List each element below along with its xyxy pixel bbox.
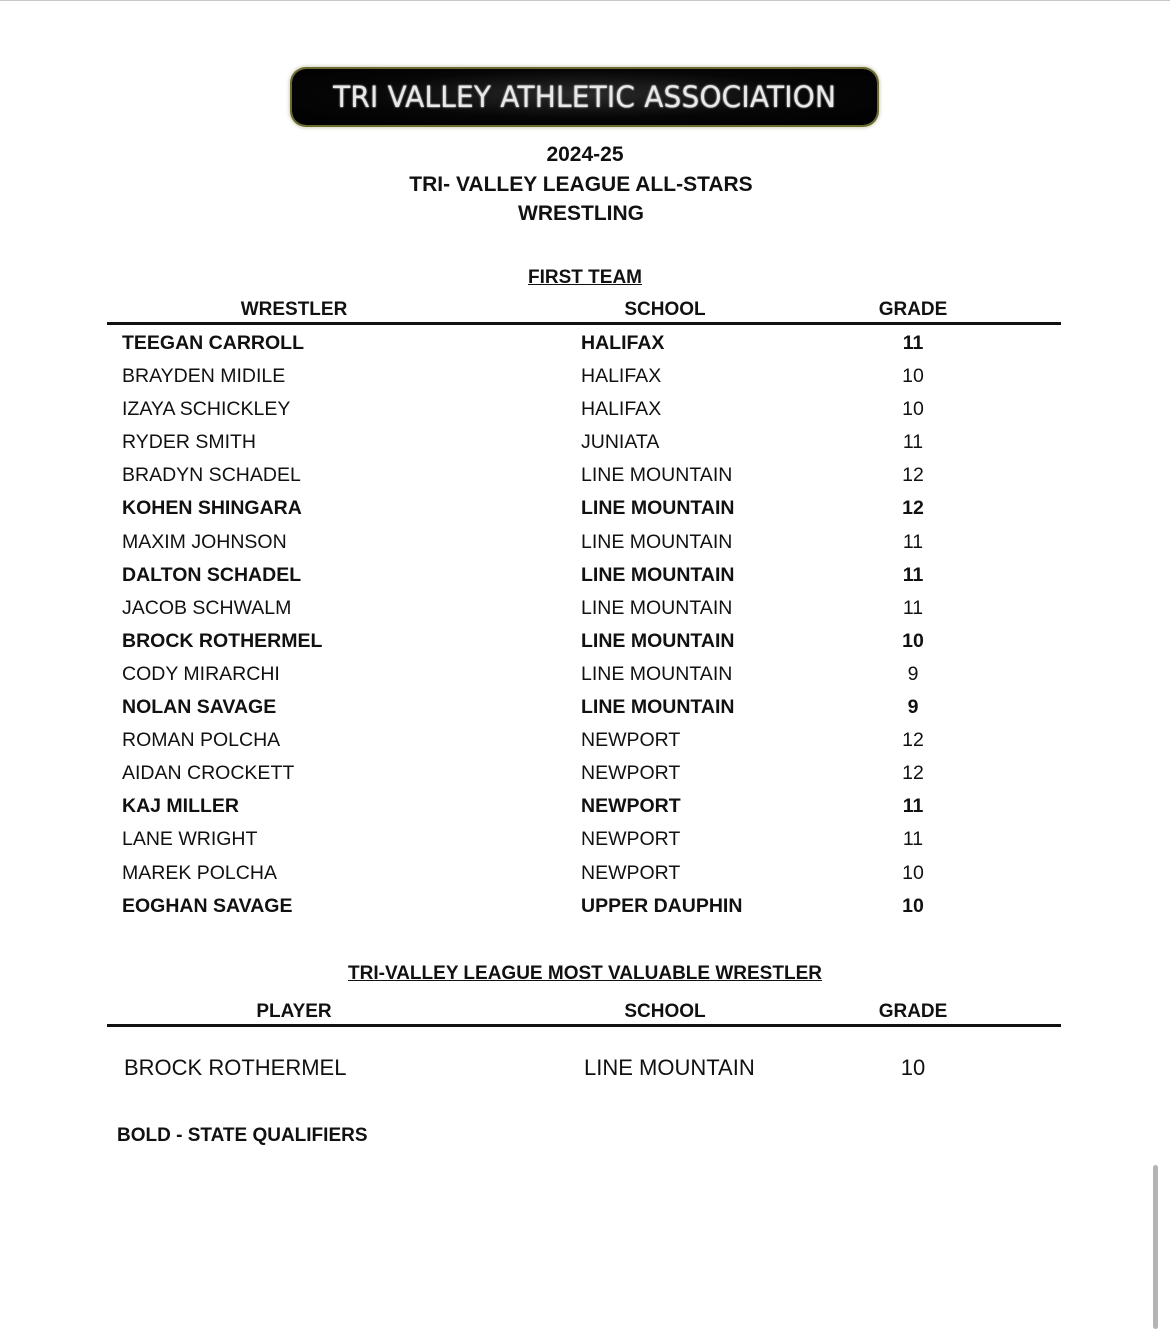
table-row: [0, 426, 1170, 459]
wrestler-school: HALIFAX: [581, 332, 665, 354]
mvp-title: TRI-VALLEY LEAGUE MOST VALUABLE WRESTLER: [348, 963, 822, 984]
wrestler-school: HALIFAX: [581, 398, 662, 421]
column-header-grade: GRADE: [878, 299, 948, 320]
table-row: [0, 724, 1170, 757]
wrestler-name: KAJ MILLER: [122, 795, 239, 818]
wrestler-grade: 11: [902, 828, 924, 851]
wrestler-name: ROMAN POLCHA: [122, 729, 281, 752]
table-row: [0, 691, 1170, 724]
wrestler-grade: 12: [902, 729, 924, 752]
wrestler-name: LANE WRIGHT: [122, 828, 258, 851]
top-divider: [0, 0, 1170, 1]
wrestler-name: NOLAN SAVAGE: [122, 696, 277, 719]
column-header-mvp-school: SCHOOL: [624, 1001, 706, 1022]
mvp-header-rule: [107, 1024, 1061, 1027]
wrestler-school: LINE MOUNTAIN: [581, 464, 733, 487]
mvp-player-grade: 10: [900, 1055, 926, 1080]
wrestler-name: JACOB SCHWALM: [122, 596, 292, 619]
wrestler-name: KOHEN SHINGARA: [122, 497, 302, 520]
table-row: [0, 459, 1170, 492]
wrestler-name: BRADYN SCHADEL: [122, 464, 301, 487]
wrestler-name: IZAYA SCHICKLEY: [122, 398, 291, 421]
wrestler-name: RYDER SMITH: [122, 431, 256, 454]
wrestler-grade: 12: [902, 762, 924, 785]
wrestler-school: NEWPORT: [581, 861, 681, 884]
wrestler-name: BRAYDEN MIDILE: [122, 365, 286, 388]
season-heading: 2024-25: [546, 143, 624, 166]
wrestler-name: DALTON SCHADEL: [122, 563, 302, 586]
bold-legend: BOLD - STATE QUALIFIERS: [117, 1125, 368, 1146]
first-team-header-rule: [107, 322, 1061, 325]
table-row: [0, 393, 1170, 426]
wrestler-name: MAXIM JOHNSON: [122, 530, 287, 553]
wrestler-school: NEWPORT: [581, 795, 681, 818]
column-header-wrestler: WRESTLER: [240, 299, 348, 320]
league-heading: TRI- VALLEY LEAGUE ALL-STARS: [409, 173, 753, 196]
wrestler-grade: 11: [902, 332, 924, 354]
table-row: [0, 559, 1170, 592]
wrestler-grade: 11: [902, 563, 924, 586]
wrestler-name: CODY MIRARCHI: [122, 662, 280, 685]
mvp-player-name: BROCK ROTHERMEL: [124, 1055, 347, 1080]
wrestler-name: AIDAN CROCKETT: [122, 762, 295, 785]
first-team-title: FIRST TEAM: [528, 267, 642, 288]
wrestler-grade: 10: [902, 398, 924, 421]
table-row: [0, 890, 1170, 923]
mvp-player-school: LINE MOUNTAIN: [584, 1055, 755, 1080]
wrestler-school: LINE MOUNTAIN: [581, 662, 733, 685]
wrestler-school: NEWPORT: [581, 729, 681, 752]
wrestler-grade: 11: [902, 596, 924, 619]
wrestler-grade: 9: [907, 662, 919, 685]
wrestler-school: HALIFAX: [581, 365, 662, 388]
wrestler-name: BROCK ROTHERMEL: [122, 629, 323, 652]
wrestler-grade: 11: [902, 530, 924, 553]
table-row: [0, 757, 1170, 790]
table-row: [0, 823, 1170, 856]
table-row: [0, 327, 1170, 360]
wrestler-school: NEWPORT: [581, 828, 681, 851]
wrestler-school: LINE MOUNTAIN: [581, 530, 733, 553]
sport-heading: WRESTLING: [518, 202, 644, 225]
wrestler-grade: 10: [902, 894, 924, 917]
wrestler-grade: 11: [902, 795, 924, 818]
wrestler-grade: 10: [902, 365, 924, 388]
column-header-mvp-grade: GRADE: [878, 1001, 948, 1022]
table-row: [0, 625, 1170, 658]
table-row: [0, 790, 1170, 823]
wrestler-school: LINE MOUNTAIN: [581, 629, 735, 652]
wrestler-grade: 12: [902, 464, 924, 487]
wrestler-grade: 11: [902, 431, 924, 454]
column-header-school: SCHOOL: [624, 299, 706, 320]
first-team-table: [0, 327, 1170, 923]
table-row: [0, 360, 1170, 393]
wrestler-school: JUNIATA: [581, 431, 660, 454]
logo-text: TRI VALLEY ATHLETIC ASSOCIATION: [333, 80, 836, 114]
wrestler-school: LINE MOUNTAIN: [581, 596, 733, 619]
wrestler-grade: 10: [902, 629, 924, 652]
wrestler-school: UPPER DAUPHIN: [581, 894, 743, 917]
column-header-player: PLAYER: [256, 1001, 332, 1022]
table-row: [0, 492, 1170, 525]
wrestler-name: TEEGAN CARROLL: [122, 332, 304, 354]
mvp-row: [0, 1052, 1170, 1084]
wrestler-school: LINE MOUNTAIN: [581, 696, 735, 719]
wrestler-school: NEWPORT: [581, 762, 681, 785]
table-row: [0, 857, 1170, 890]
table-row: [0, 526, 1170, 559]
wrestler-grade: 10: [902, 861, 924, 884]
association-logo: [292, 69, 877, 125]
wrestler-school: LINE MOUNTAIN: [581, 563, 735, 586]
vertical-scrollbar[interactable]: [1153, 1165, 1158, 1329]
table-row: [0, 592, 1170, 625]
wrestler-grade: 9: [907, 696, 919, 719]
wrestler-school: LINE MOUNTAIN: [581, 497, 735, 520]
wrestler-grade: 12: [902, 497, 924, 520]
wrestler-name: EOGHAN SAVAGE: [122, 894, 293, 917]
wrestler-name: MAREK POLCHA: [122, 861, 277, 884]
table-row: [0, 658, 1170, 691]
